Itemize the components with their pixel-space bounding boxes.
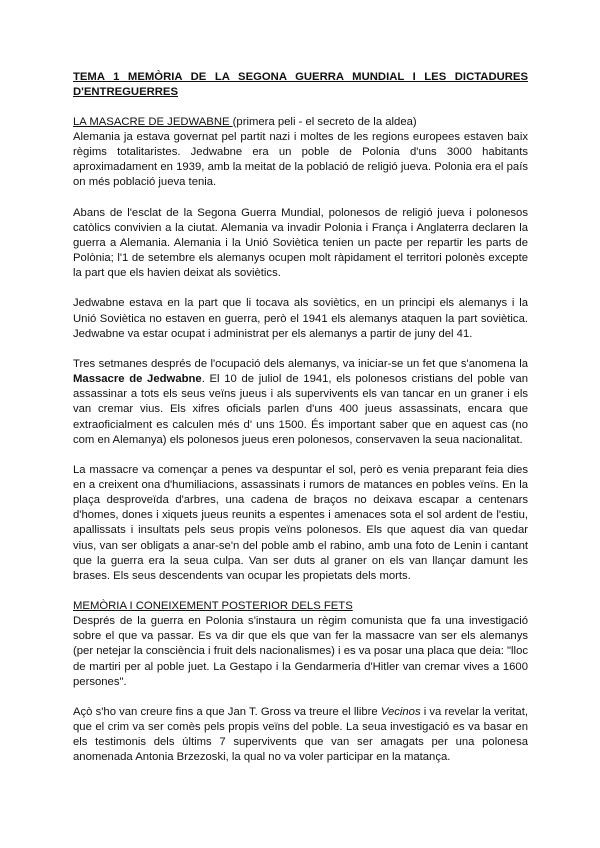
section-heading-jedwabne xyxy=(73,115,528,130)
page-title: TEMA 1 MEMÒRIA DE LA SEGONA GUERRA MUNDIAL I LES DICTADURES D'ENTREGUERRES xyxy=(73,71,528,98)
section-heading-memory-text: MEMÒRIA I CONEIXEMENT POSTERIOR DELS FETS xyxy=(73,600,353,613)
paragraph-occupation: Jedwabne estava en la part que li tocava als soviètics, en un principi els alemanys i la Unió Soviètica no estaven en guerra, però el 1941 els alemanys ataquen la part soviètica. Jedwabne va estar ocupat i administrat per els alemanys a partir de juny del 41. xyxy=(73,297,528,340)
paragraph-massacre xyxy=(73,357,528,448)
paragraph-background: Abans de l'esclat de la Segona Guerra Mundial, polonesos de religió jueva i polonesos catòlics convivien a la ciutat. Alemania va invadir Polonia i França i Anglaterra declaren la guerra a Alemania. Alemania i la Unió Soviètica tenien un pacte per repartir les parts de Polònia; l'1 de setembre els alemanys ocupen molt ràpidament el territori polonès excepte la part que els havien deixat als soviètics. xyxy=(73,206,528,280)
massacre-name: Massacre de Jedwabne xyxy=(73,373,202,386)
paragraph-revelation-rest: i va revelar la veritat, que el crim va ser comès pels propis veïns del poble. La seua investigació es va basar en els testimonis dels últims 7 supervivents que van ser amagats per una polonesa anomenada Antonia Brzezoski, la qual no va voler participar en la matança. xyxy=(73,705,528,764)
paragraph-context: Alemania ja estava governat pel partit nazi i moltes de les regions europees estaven baix règims totalitaristes. Jedwabne era un poble de Polonia d'uns 3000 habitants aproximadament en 1939, amb la meitat de la població de religió jueva. Polonia era el país on més població jueva tenia. xyxy=(73,131,528,189)
section-heading-text: LA MASACRE DE JEDWABNE xyxy=(73,116,233,128)
paragraph-revelation xyxy=(73,705,528,766)
paragraph-investigation: Després de la guerra en Polonia s'instaura un règim comunista que fa una investigació sobre el que va passar. Es va dir que els que van fer la massacre van ser els alemanys (per netejar la consciència i fruit dels nacionalismes) i es va posar una placa que deia: "lloc de martiri per al poble juet. La Gestapo i la Gendarmeria d'Hitler van cremar vives a 1600 persones". xyxy=(73,615,528,688)
book-title: Vecinos xyxy=(380,705,421,718)
paragraph-massacre-details: La massacre va començar a penes va despuntar el sol, però es venia preparant feia dies en a creixent ona d'humiliacions, assassinats i rumors de matances en pobles veïns. En la plaça desproveïda d'arbres, una cadena de braços no deixava escapar a centenars d'homes, dones i xiquets jueus reunits a espentes i amenaces sota el sol ardent de l'estiu, apallissats i insultats pels seus propis veïns polonesos. Els que aquest dia van quedar vius, van ser obligats a anar-se'n del poble amb el rabino, amb una foto de Lenin i cantant que la guerra era la seua culpa. Van ser duts al graner on els van llançar damunt les brases. Els seus descendents van ocupar les propietats dels morts. xyxy=(73,463,528,582)
section-heading-memory xyxy=(73,599,528,614)
paragraph-massacre-rest: . El 10 de juliol de 1941, els polonesos cristians del poble van assassinar a tots els seus veïns jueus i als supervivents els van tancar en un graner i els van cremar vius. Els xifres oficials parlen d'uns 400 jueus assassinats, encara que extraoficialment es calculen més d' uns 1500. És important saber que en aquest cas (no com en Alemanya) els polonesos jueus eren polonesos, conservaven la seua nacionalitat. xyxy=(73,373,528,446)
section-heading-note: (primera peli - el secreto de la aldea) xyxy=(232,116,417,128)
paragraph-massacre-start: Tres setmanes després de l'ocupació dels alemanys, va iniciar-se un fet que s'anomena la xyxy=(73,357,528,370)
paragraph-revelation-start: Açò s'ho van creure fins a que Jan T. Gross va treure el llibre xyxy=(73,705,381,718)
